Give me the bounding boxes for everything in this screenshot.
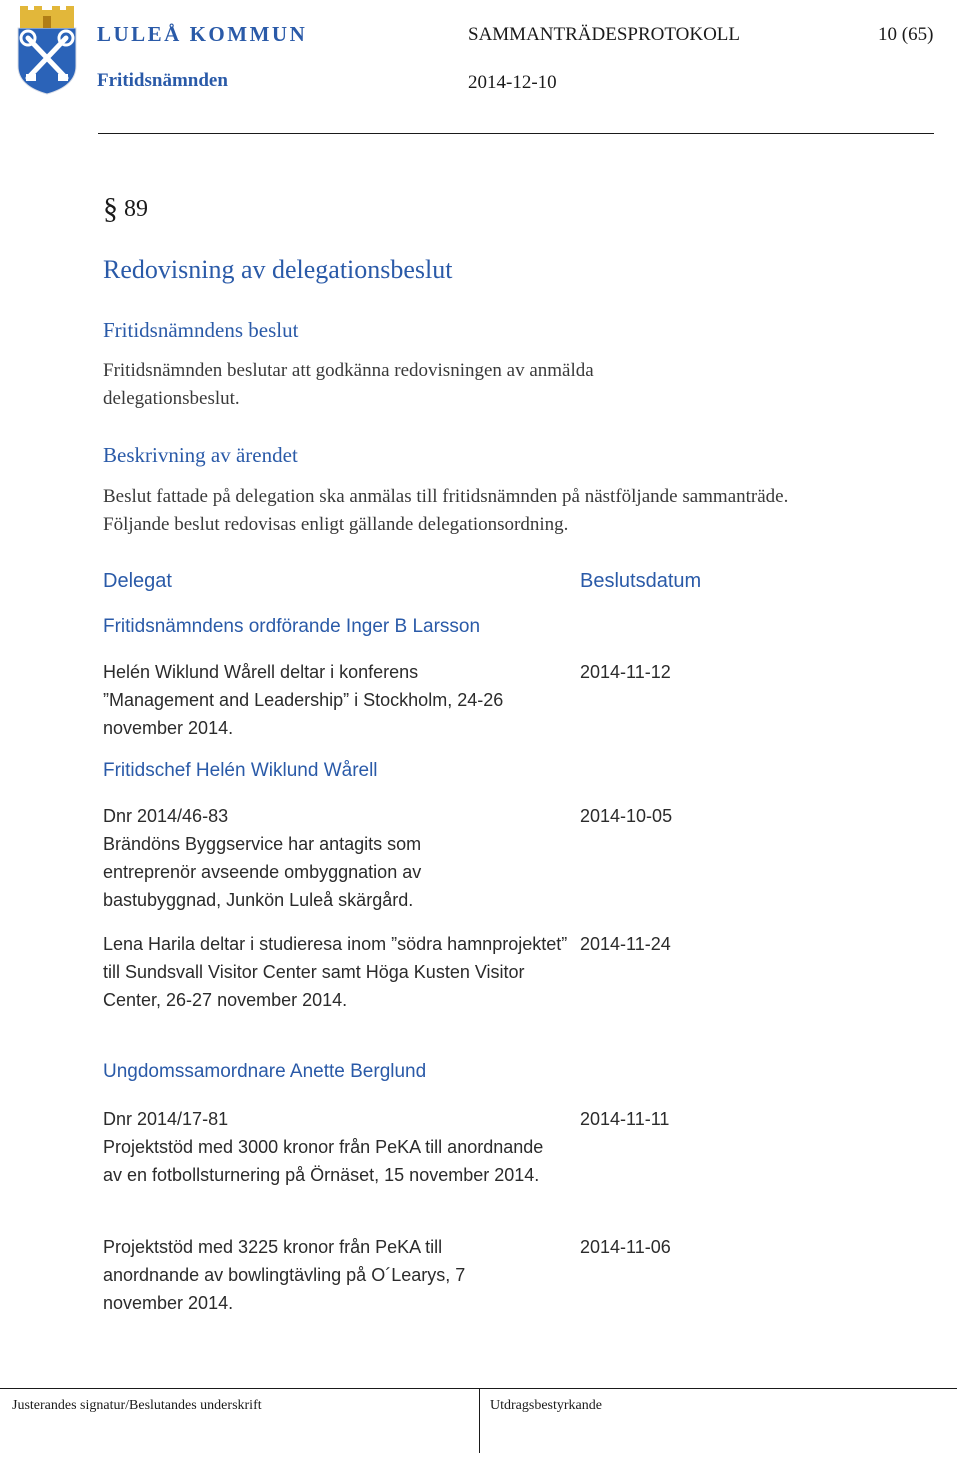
header-divider bbox=[98, 133, 934, 134]
decision-entry bbox=[103, 1233, 523, 1317]
delegate-group-heading: Ungdomssamordnare Anette Berglund bbox=[103, 1061, 427, 1082]
section-title: Redovisning av delegationsbeslut bbox=[103, 255, 453, 284]
decision-entry-date: 2014-11-24 bbox=[580, 934, 671, 954]
description-heading: Beskrivning av ärendet bbox=[103, 443, 298, 467]
section-number bbox=[103, 192, 148, 226]
delegate-group-heading: Fritidschef Helén Wiklund Wårell bbox=[103, 760, 378, 781]
decision-entry-date: 2014-11-12 bbox=[580, 662, 671, 682]
organization-name: LULEÅ KOMMUN bbox=[97, 22, 308, 46]
column-header-decision-date: Beslutsdatum bbox=[580, 570, 702, 592]
decision-entry-text: Projektstöd med 3000 kronor från PeKA till anordnande av en fotbollsturnering på Örnäset, 15 november 2014. bbox=[103, 1137, 544, 1185]
document-type: SAMMANTRÄDESPROTOKOLL bbox=[468, 24, 741, 45]
signature-label: Justerandes signatur/Beslutandes underskrift bbox=[12, 1398, 262, 1413]
decision-entry-text: Brändöns Byggservice har antagits som entreprenör avseende ombyggnation av bastubyggnad, Junkön Luleå skärgård. bbox=[103, 834, 422, 910]
decision-entry bbox=[103, 658, 523, 742]
footer-column-divider bbox=[479, 1388, 480, 1453]
decision-entry-date: 2014-10-05 bbox=[580, 806, 673, 826]
decision-entry-text: Helén Wiklund Wårell deltar i konferens ”Management and Leadership” i Stockholm, 24-26 november 2014. bbox=[103, 662, 504, 738]
section-sign-icon: § bbox=[103, 192, 118, 225]
coat-of-arms-icon bbox=[12, 4, 82, 96]
decision-entry-date: 2014-11-06 bbox=[580, 1237, 671, 1257]
decision-heading: Fritidsnämndens beslut bbox=[103, 318, 299, 342]
delegate-group-heading: Fritidsnämndens ordförande Inger B Larsson bbox=[103, 616, 481, 637]
section-number-value: 89 bbox=[124, 196, 148, 222]
certification-label: Utdragsbestyrkande bbox=[490, 1398, 602, 1413]
decision-entry-text: Lena Harila deltar i studieresa inom ”södra hamnprojektet” till Sundsvall Visitor Center samt Höga Kusten Visitor Center, 26-27 november 2014. bbox=[103, 934, 568, 1010]
decision-entry bbox=[103, 802, 503, 914]
decision-entry-dnr: Dnr 2014/17-81 bbox=[103, 1109, 229, 1129]
decision-entry-dnr: Dnr 2014/46-83 bbox=[103, 806, 229, 826]
decision-text: Fritidsnämnden beslutar att godkänna redovisningen av anmälda delegationsbeslut. bbox=[103, 360, 594, 409]
committee-name: Fritidsnämnden bbox=[97, 70, 228, 91]
decision-entry bbox=[103, 1105, 553, 1189]
column-header-delegate: Delegat bbox=[103, 570, 172, 592]
description-text: Beslut fattade på delegation ska anmälas till fritidsnämnden på nästföljande sammanträde. Följande beslut redovisas enligt gällande delegationsordning. bbox=[103, 486, 789, 535]
decision-entry-text: Projektstöd med 3225 kronor från PeKA till anordnande av bowlingtävling på O´Learys, 7 november 2014. bbox=[103, 1237, 466, 1313]
meeting-date: 2014-12-10 bbox=[468, 72, 557, 93]
decision-entry bbox=[103, 930, 568, 1014]
page-number: 10 (65) bbox=[878, 24, 934, 45]
decision-entry-date: 2014-11-11 bbox=[580, 1109, 670, 1129]
